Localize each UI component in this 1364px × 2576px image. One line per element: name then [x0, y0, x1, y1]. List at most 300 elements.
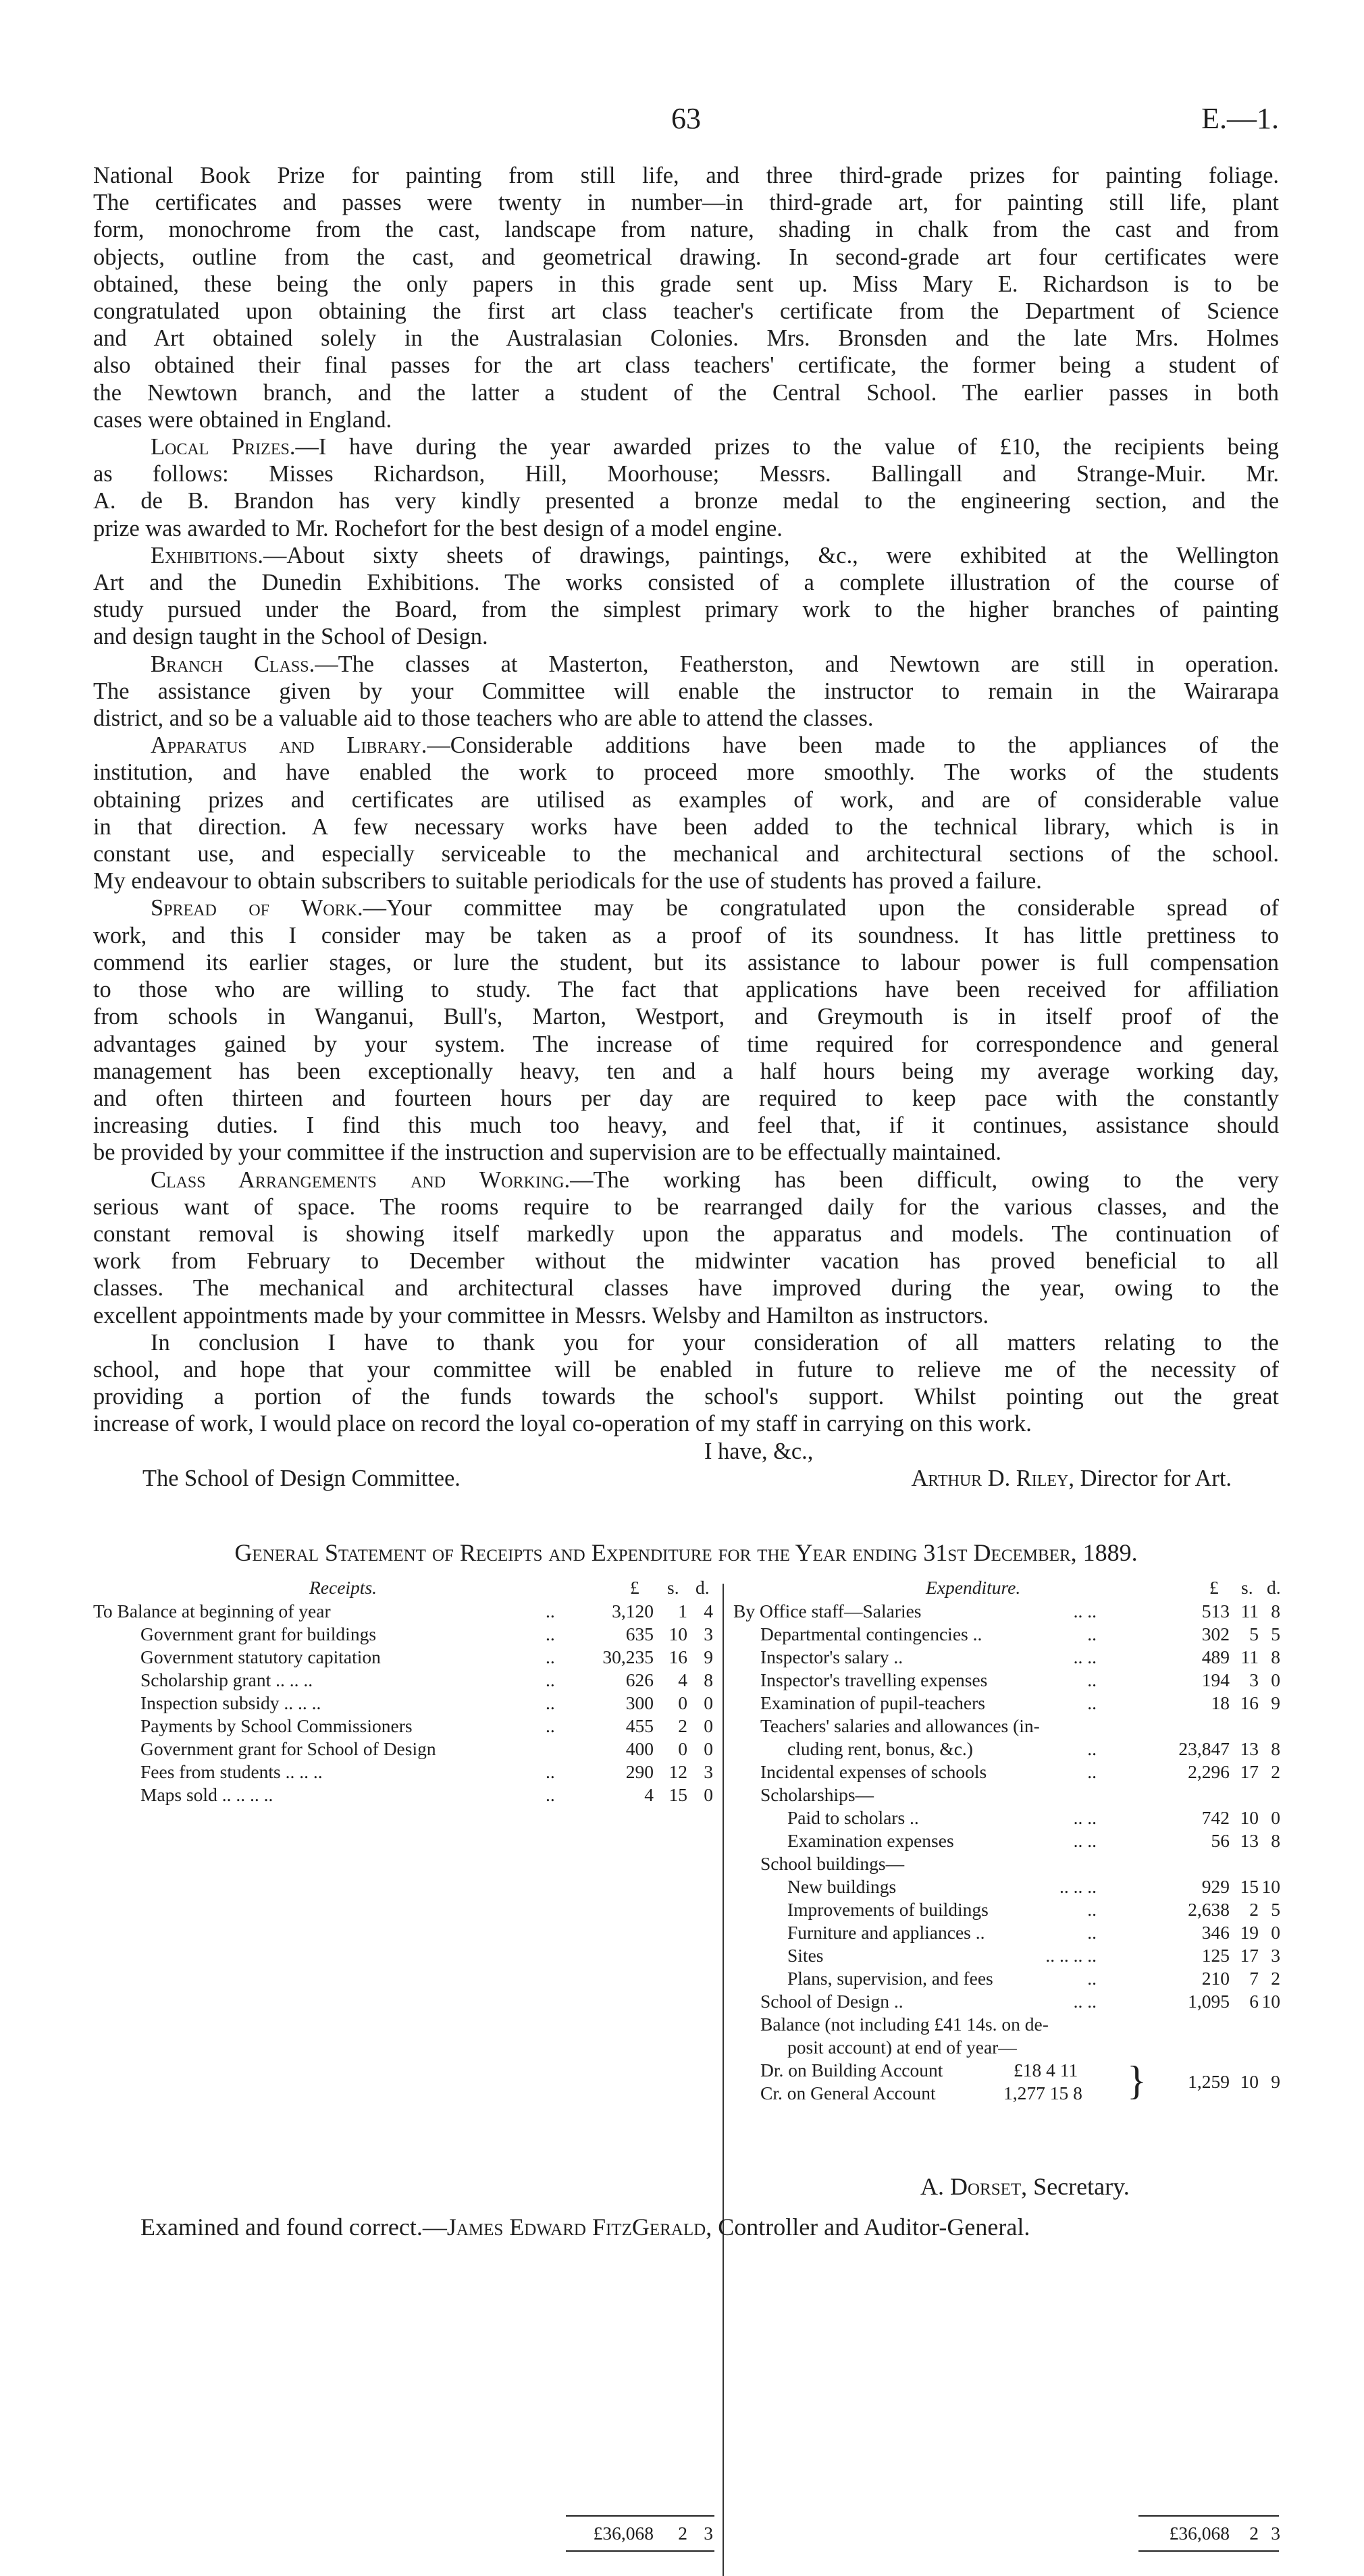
signature-title: , Director for Art.	[1068, 1465, 1232, 1491]
expenditure-label: Scholarships—	[760, 1783, 874, 1805]
receipt-row	[93, 1715, 714, 1738]
expenditure-pounds: 2,296	[1188, 1761, 1230, 1782]
line-text: prize was awarded to Mr. Rochefort for the best design of a model engine.	[93, 515, 783, 541]
receipt-label: Inspection subsidy .. .. ..	[140, 1692, 321, 1713]
receipt-pence: 0	[704, 1715, 713, 1736]
paragraph-class-arrangements	[93, 1166, 1279, 1329]
expenditure-pounds: 742	[1201, 1806, 1230, 1828]
leader-dots: ..	[1087, 1761, 1097, 1782]
expenditure-pence: 2	[1271, 1967, 1280, 1989]
signature-row	[93, 1465, 1279, 1492]
line-text: —The classes at Masterton, Featherston, and Newtown are still in operation.	[315, 651, 1279, 677]
receipt-pounds: 400	[625, 1738, 654, 1759]
text-line: cases were obtained in England.	[93, 406, 392, 433]
expenditure-row	[733, 1600, 1279, 1623]
expenditure-pence: 5	[1271, 1898, 1280, 1920]
paragraph-conclusion	[93, 1329, 1279, 1438]
receipts-total-rule	[566, 2515, 714, 2517]
expenditure-label: Sites	[787, 1944, 824, 1966]
salutation: I have, &c.,	[704, 1438, 814, 1464]
leader-dots: .. ..	[1073, 1829, 1097, 1851]
text-line	[93, 569, 1279, 596]
receipts-total-shillings: 2	[678, 2522, 687, 2544]
text-line	[93, 542, 1279, 569]
expenditure-label: Examination of pupil-teachers	[760, 1692, 985, 1713]
leader-dots: ..	[1087, 1738, 1097, 1759]
receipt-pence: 0	[704, 1738, 713, 1759]
receipt-row	[93, 1623, 714, 1646]
expenditure-shillings: 11	[1240, 1600, 1259, 1621]
expenditure-pounds: 489	[1201, 1646, 1230, 1667]
balance-total-pence: 9	[1271, 2070, 1280, 2092]
auditor-prefix: Examined and found correct.—	[140, 2213, 447, 2240]
expenditure-shillings: 7	[1249, 1967, 1259, 1989]
text-line: National Book Prize for painting from still life, and three third-grade prizes for painting foliage.	[93, 163, 1279, 188]
text-line	[93, 1274, 1279, 1302]
expenditure-row	[733, 1783, 1279, 1806]
expenditure-total-pence: 3	[1271, 2522, 1280, 2544]
expenditure-label: Inspector's travelling expenses	[760, 1669, 988, 1690]
receipt-label: Payments by School Commissioners	[140, 1715, 413, 1736]
text-line: form, monochrome from the cast, landscape from nature, shading in chalk from the cast and from	[93, 217, 1279, 243]
paragraph-heading: Exhibitions.	[151, 542, 263, 568]
expenditure-rows	[733, 1600, 1279, 2059]
receipt-label: Scholarship grant .. .. ..	[140, 1669, 313, 1690]
receipt-pence: 9	[704, 1646, 713, 1667]
receipt-shillings: 2	[678, 1715, 687, 1736]
expenditure-label: School of Design ..	[760, 1990, 903, 2012]
receipt-pence: 3	[704, 1623, 713, 1644]
receipt-pence: 0	[704, 1692, 713, 1713]
paragraph-apparatus-library	[93, 732, 1279, 894]
leader-dots: ..	[546, 1692, 555, 1713]
line-text: be provided by your committee if the instruction and supervision are to be effectually maintained.	[93, 1139, 1001, 1166]
expenditure-label: Teachers' salaries and allowances (in-	[760, 1715, 1040, 1736]
expenditure-pence: 8	[1271, 1829, 1280, 1851]
text-line	[93, 1383, 1279, 1410]
text-line	[93, 678, 1279, 705]
text-line	[93, 651, 1279, 678]
expenditure-row	[733, 1761, 1279, 1783]
receipts-total-pounds: £36,068	[593, 2522, 654, 2544]
expenditure-label: School buildings—	[760, 1852, 905, 1874]
paragraph-heading: Spread of Work.	[151, 895, 363, 921]
line-text: work from February to December without the midwinter vacation has proved beneficial to all	[93, 1248, 1279, 1274]
expenditure-heading: Expenditure.	[926, 1576, 1021, 1598]
receipt-shillings: 0	[678, 1692, 687, 1713]
balance-total-shillings: 10	[1240, 2070, 1259, 2092]
text-line	[93, 1085, 1279, 1112]
document-page	[93, 101, 1281, 2544]
receipt-rows	[93, 1600, 714, 1806]
receipt-pence: 3	[704, 1761, 713, 1782]
line-text: obtaining prizes and certificates are utilised as examples of work, and are of considerable value	[93, 786, 1279, 813]
receipt-row	[93, 1646, 714, 1669]
leader-dots: .. ..	[1073, 1990, 1097, 2012]
text-line	[93, 1356, 1279, 1383]
text-line	[93, 732, 1279, 759]
pounds-header: £	[630, 1576, 639, 1598]
receipt-label: Maps sold .. .. .. ..	[140, 1783, 273, 1805]
expenditure-pounds: 210	[1201, 1967, 1230, 1989]
expenditure-pence: 5	[1271, 1623, 1280, 1644]
leader-dots: ..	[546, 1761, 555, 1782]
expenditure-label: Incidental expenses of schools	[760, 1761, 987, 1782]
expenditure-row	[733, 1944, 1279, 1967]
expenditure-shillings: 13	[1240, 1738, 1259, 1759]
expenditure-pence: 0	[1271, 1921, 1280, 1943]
line-text: work, and this I consider may be taken as a proof of its soundness. It has little prettiness to	[93, 922, 1279, 948]
receipt-label: To Balance at beginning of year	[93, 1600, 331, 1621]
receipts-total-double-rule	[566, 2550, 714, 2552]
expenditure-row	[733, 1852, 1279, 1875]
line-text: providing a portion of the funds towards the school's support. Whilst pointing out the great	[93, 1384, 1279, 1410]
receipt-label: Government statutory capitation	[140, 1646, 381, 1667]
expenditure-label: New buildings	[787, 1875, 897, 1897]
text-line	[93, 623, 1279, 650]
expenditure-row	[733, 1829, 1279, 1852]
text-line: The certificates and passes were twenty in number—in third-grade art, for painting still life, plant	[93, 190, 1279, 216]
expenditure-shillings: 17	[1240, 1944, 1259, 1966]
balance-total-pounds: 1,259	[1188, 2070, 1230, 2092]
leader-dots: ..	[546, 1623, 555, 1644]
receipt-row	[93, 1761, 714, 1783]
receipts-header	[93, 1577, 714, 1600]
leader-dots: ..	[1087, 1623, 1097, 1644]
expenditure-total-pounds: £36,068	[1169, 2522, 1230, 2544]
text-line	[93, 894, 1279, 921]
pence-header: d.	[696, 1576, 710, 1598]
expenditure-label: Improvements of buildings	[787, 1898, 989, 1920]
expenditure-pounds: 194	[1201, 1669, 1230, 1690]
receipt-pence: 0	[704, 1783, 713, 1805]
expenditure-label: posit account) at end of year—	[787, 2036, 1017, 2058]
expenditure-label: By Office staff—Salaries	[733, 1600, 922, 1621]
paragraph-heading: Apparatus and Library.	[151, 732, 427, 759]
receipt-pounds: 300	[625, 1692, 654, 1713]
expenditure-pounds: 23,847	[1178, 1738, 1230, 1759]
expenditure-label: Inspector's salary ..	[760, 1646, 903, 1667]
page-number: 63	[671, 102, 701, 135]
secretary-signature	[93, 2172, 1279, 2201]
paragraph-art-certificates	[93, 162, 1279, 433]
secretary-title: , Secretary.	[1021, 2173, 1130, 2200]
signature	[911, 1465, 1232, 1492]
line-text: —The working has been difficult, owing to the very	[570, 1166, 1279, 1193]
expenditure-label: Paid to scholars ..	[787, 1806, 919, 1828]
text-line: obtained, these being the only papers in this grade sent up. Miss Mary E. Richardson is to be	[93, 271, 1279, 297]
expenditure-row	[733, 1921, 1279, 1944]
expenditure-pence: 9	[1271, 1692, 1280, 1713]
expenditure-pounds: 18	[1211, 1692, 1230, 1713]
receipts-expenditure-table	[93, 1577, 1279, 2576]
leader-dots: .. ..	[1073, 1806, 1097, 1828]
text-line	[93, 867, 1279, 894]
text-line	[93, 976, 1279, 1003]
receipts-total-row	[93, 2522, 714, 2545]
leader-dots: ..	[1087, 1921, 1097, 1943]
receipt-row	[93, 1692, 714, 1715]
text-line	[93, 1166, 1279, 1193]
addressee: The School of Design Committee.	[142, 1465, 461, 1491]
expenditure-row	[733, 2036, 1279, 2059]
receipt-shillings: 4	[678, 1669, 687, 1690]
line-text: classes. The mechanical and architectural classes have improved during the year, owing to the	[93, 1275, 1279, 1302]
receipt-row	[93, 1669, 714, 1692]
expenditure-row	[733, 1646, 1279, 1669]
expenditure-total-row	[733, 2522, 1279, 2545]
expenditure-shillings: 3	[1249, 1669, 1259, 1690]
expenditure-pounds: 929	[1201, 1875, 1230, 1897]
text-line: and Art obtained solely in the Australasian Colonies. Mrs. Bronsden and the late Mrs. Holmes	[93, 325, 1279, 352]
expenditure-shillings: 10	[1240, 1806, 1259, 1828]
leader-dots: .. ..	[1073, 1646, 1097, 1667]
pounds-header: £	[1209, 1576, 1219, 1598]
expenditure-pence: 10	[1261, 1990, 1280, 2012]
receipt-label: Government grant for buildings	[140, 1623, 377, 1644]
text-line	[93, 922, 1279, 949]
line-text: commend its earlier stages, or lure the student, but its assistance to labour power is full compensation	[93, 949, 1279, 975]
line-text: increase of work, I would place on record the loyal co-operation of my staff in carrying on this work.	[93, 1411, 1032, 1437]
expenditure-shillings: 11	[1240, 1646, 1259, 1667]
text-line	[93, 705, 1279, 732]
text-line	[93, 460, 1279, 487]
expenditure-total-double-rule	[1138, 2550, 1279, 2552]
page-header	[93, 101, 1279, 162]
paragraph-local-prizes	[93, 433, 1279, 542]
line-text: The assistance given by your Committee will enable the instructor to remain in the Wairarapa	[93, 678, 1279, 704]
receipt-pounds: 455	[625, 1715, 654, 1736]
receipt-shillings: 16	[668, 1646, 687, 1667]
expenditure-pence: 8	[1271, 1738, 1280, 1759]
line-text: increasing duties. I find this much too heavy, and feel that, if it continues, assistance should	[93, 1112, 1279, 1139]
leader-dots: ..	[546, 1600, 555, 1621]
receipt-label: Government grant for School of Design	[140, 1738, 436, 1759]
expenditure-shillings: 15	[1240, 1875, 1259, 1897]
receipt-shillings: 1	[678, 1600, 687, 1621]
line-text: school, and hope that your committee will be enabled in future to relieve me of the necessity of	[93, 1356, 1279, 1383]
expenditure-pence: 8	[1271, 1646, 1280, 1667]
receipt-pounds: 4	[644, 1783, 654, 1805]
receipts-total-pence: 3	[704, 2522, 713, 2544]
expenditure-row	[733, 1623, 1279, 1646]
expenditure-label: Departmental contingencies ..	[760, 1623, 982, 1644]
paragraph-heading: Class Arrangements and Working.	[151, 1166, 571, 1193]
text-line	[93, 840, 1279, 867]
expenditure-row	[733, 1967, 1279, 1990]
expenditure-shillings: 13	[1240, 1829, 1259, 1851]
expenditure-row	[733, 1738, 1279, 1761]
text-line	[93, 1139, 1279, 1166]
line-text: —I have during the year awarded prizes to the value of £10, the recipients being	[295, 434, 1279, 460]
line-text: excellent appointments made by your committee in Messrs. Welsby and Hamilton as instructors.	[93, 1302, 989, 1329]
expenditure-pounds: 1,095	[1188, 1990, 1230, 2012]
line-text: —Considerable additions have been made to the appliances of the	[427, 732, 1279, 759]
pence-header: d.	[1267, 1576, 1281, 1598]
expenditure-row	[733, 1715, 1279, 1738]
letter-closing	[93, 1438, 1279, 1492]
leader-dots: ..	[546, 1646, 555, 1667]
expenditure-row	[733, 2013, 1279, 2036]
text-line	[93, 1003, 1279, 1030]
auditor-title: , Controller and Auditor-General.	[706, 2213, 1030, 2240]
expenditure-shillings: 17	[1240, 1761, 1259, 1782]
receipt-label: Fees from students .. .. ..	[140, 1761, 323, 1782]
line-text: advantages gained by your system. The increase of time required for correspondence and general	[93, 1031, 1279, 1057]
shillings-header: s.	[667, 1576, 679, 1598]
line-text: constant use, and especially serviceable to the mechanical and architectural sections of the school.	[93, 841, 1279, 867]
expenditure-row	[733, 1898, 1279, 1921]
text-line: objects, outline from the cast, and geometrical drawing. In second-grade art four certificates were	[93, 244, 1279, 270]
receipt-shillings: 10	[668, 1623, 687, 1644]
text-line	[93, 1031, 1279, 1058]
text-line	[93, 596, 1279, 623]
line-text: to those who are willing to study. The fact that applications have been received for affiliation	[93, 977, 1279, 1003]
expenditure-pounds: 346	[1201, 1921, 1230, 1943]
text-line	[93, 1058, 1279, 1085]
line-text: and design taught in the School of Design.	[93, 624, 488, 650]
report-body	[93, 162, 1279, 1438]
text-line	[93, 1220, 1279, 1247]
text-line	[93, 1112, 1279, 1139]
leader-dots: ..	[1087, 1898, 1097, 1920]
receipt-shillings: 0	[678, 1738, 687, 1759]
receipt-pounds: 290	[625, 1761, 654, 1782]
receipt-row	[93, 1600, 714, 1623]
line-text: as follows: Misses Richardson, Hill, Moorhouse; Messrs. Ballingall and Strange-Muir. Mr.	[93, 461, 1279, 487]
receipt-pence: 4	[704, 1600, 713, 1621]
expenditure-shillings: 2	[1249, 1898, 1259, 1920]
receipt-shillings: 15	[668, 1783, 687, 1805]
leader-dots: ..	[546, 1783, 555, 1805]
expenditure-pence: 0	[1271, 1669, 1280, 1690]
leader-dots: ..	[546, 1715, 555, 1736]
expenditure-label: Plans, supervision, and fees	[787, 1967, 993, 1989]
text-line	[93, 1410, 1279, 1437]
receipts-heading: Receipts.	[309, 1576, 377, 1598]
receipt-pounds: 3,120	[612, 1600, 654, 1621]
expenditure-header	[733, 1577, 1279, 1600]
text-line: congratulated upon obtaining the first art class teacher's certificate from the Department of Science	[93, 298, 1279, 325]
expenditure-shillings: 19	[1240, 1921, 1259, 1943]
paragraph-exhibitions	[93, 542, 1279, 651]
auditor-name: James Edward FitzGerald	[446, 2213, 706, 2240]
leader-dots: .. .. ..	[1059, 1875, 1097, 1897]
paragraph-heading: Local Prizes.	[151, 434, 296, 460]
document-reference: E.—1.	[1201, 102, 1279, 135]
paragraph-branch-class	[93, 651, 1279, 732]
expenditure-shillings: 5	[1249, 1623, 1259, 1644]
expenditure-pence: 8	[1271, 1600, 1280, 1621]
leader-dots: .. ..	[1073, 1600, 1097, 1621]
line-text: in that direction. A few necessary works have been added to the technical library, which is in	[93, 813, 1279, 840]
expenditure-pounds: 56	[1211, 1829, 1230, 1851]
line-text: study pursued under the Board, from the simplest primary work to the higher branches of painting	[93, 597, 1279, 623]
line-text: management has been exceptionally heavy, ten and a half hours being my average working day,	[93, 1058, 1279, 1084]
text-line	[93, 1302, 1279, 1329]
auditor-certification	[93, 2213, 1279, 2241]
text-line	[93, 813, 1279, 840]
receipt-pounds: 635	[625, 1623, 654, 1644]
expenditure-pence: 3	[1271, 1944, 1280, 1966]
line-text: My endeavour to obtain subscribers to suitable periodicals for the use of students has proved a failure.	[93, 868, 1042, 894]
leader-dots: ..	[1087, 1692, 1097, 1713]
expenditure-pounds: 302	[1201, 1623, 1230, 1644]
text-line	[93, 433, 1279, 460]
expenditure-shillings: 16	[1240, 1692, 1259, 1713]
balance-cr-label: Cr. on General Account	[760, 2082, 936, 2103]
line-text: Art and the Dunedin Exhibitions. The works consisted of a complete illustration of the course of	[93, 570, 1279, 596]
expenditure-total-rule	[1138, 2515, 1279, 2517]
text-line	[93, 786, 1279, 813]
expenditure-row	[733, 1806, 1279, 1829]
balance-dr-amount: £18 4 11	[1014, 2059, 1078, 2081]
expenditure-pence: 2	[1271, 1761, 1280, 1782]
shillings-header: s.	[1241, 1576, 1253, 1598]
text-line	[93, 759, 1279, 786]
receipt-row	[93, 1783, 714, 1806]
text-line	[93, 1247, 1279, 1274]
expenditure-row	[733, 1669, 1279, 1692]
line-text: district, and so be a valuable aid to those teachers who are able to attend the classes.	[93, 705, 874, 732]
text-line	[93, 515, 1279, 542]
expenditure-row	[733, 1990, 1279, 2013]
text-line: also obtained their final passes for the art class teachers' certificate, the former being a student of	[93, 352, 1279, 379]
line-text: institution, and have enabled the work to proceed more smoothly. The works of the students	[93, 759, 1279, 786]
text-line	[93, 949, 1279, 976]
text-line	[93, 487, 1279, 514]
paragraph-heading: Branch Class.	[151, 651, 315, 677]
expenditure-pence: 0	[1271, 1806, 1280, 1828]
line-text: A. de B. Brandon has very kindly presented a bronze medal to the engineering section, and the	[93, 488, 1279, 514]
receipt-shillings: 12	[668, 1761, 687, 1782]
receipt-pounds: 626	[625, 1669, 654, 1690]
expenditure-label: Furniture and appliances ..	[787, 1921, 985, 1943]
balance-cr-amount: 1,277 15 8	[1003, 2082, 1082, 2103]
signature-name: Arthur D. Riley	[911, 1465, 1069, 1491]
text-line	[93, 1193, 1279, 1220]
receipt-pence: 8	[704, 1669, 713, 1690]
receipt-pounds: 30,235	[602, 1646, 654, 1667]
leader-dots: ..	[1087, 1967, 1097, 1989]
text-line	[93, 1329, 1279, 1356]
expenditure-label: Balance (not including £41 14s. on de-	[760, 2013, 1049, 2035]
leader-dots: .. .. .. ..	[1045, 1944, 1097, 1966]
column-divider	[723, 1584, 724, 2576]
expenditure-pounds: 2,638	[1188, 1898, 1230, 1920]
expenditure-label: Examination expenses	[787, 1829, 954, 1851]
line-text: from schools in Wanganui, Bull's, Marton, Westport, and Greymouth is in itself proof of the	[93, 1004, 1279, 1030]
line-text: —About sixty sheets of drawings, paintings, &c., were exhibited at the Wellington	[263, 542, 1279, 568]
text-line: the Newtown branch, and the latter a student of the Central School. The earlier passes in both	[93, 379, 1279, 406]
leader-dots: ..	[546, 1669, 555, 1690]
line-text: constant removal is showing itself markedly upon the apparatus and models. The continuation of	[93, 1220, 1279, 1247]
expenditure-pounds: 125	[1201, 1944, 1230, 1966]
expenditure-row	[733, 1692, 1279, 1715]
balance-bracket: }	[1127, 2058, 1147, 2103]
expenditure-label: cluding rent, bonus, &c.)	[787, 1738, 973, 1759]
line-text: In conclusion I have to thank you for your consideration of all matters relating to the	[151, 1329, 1279, 1356]
balance-total-row	[733, 2070, 1279, 2093]
balance-block	[733, 2059, 1279, 2106]
statement-title: General Statement of Receipts and Expenditure for the Year ending 31st December, 1889.	[234, 1538, 1138, 1566]
line-text: serious want of space. The rooms require to be rearranged daily for the various classes, and the	[93, 1193, 1279, 1220]
expenditure-row	[733, 1875, 1279, 1898]
paragraph-spread-of-work	[93, 894, 1279, 1166]
expenditure-pence: 10	[1261, 1875, 1280, 1897]
line-text: and often thirteen and fourteen hours per day are required to keep pace with the constantly	[93, 1085, 1279, 1111]
expenditure-shillings: 6	[1249, 1990, 1259, 2012]
